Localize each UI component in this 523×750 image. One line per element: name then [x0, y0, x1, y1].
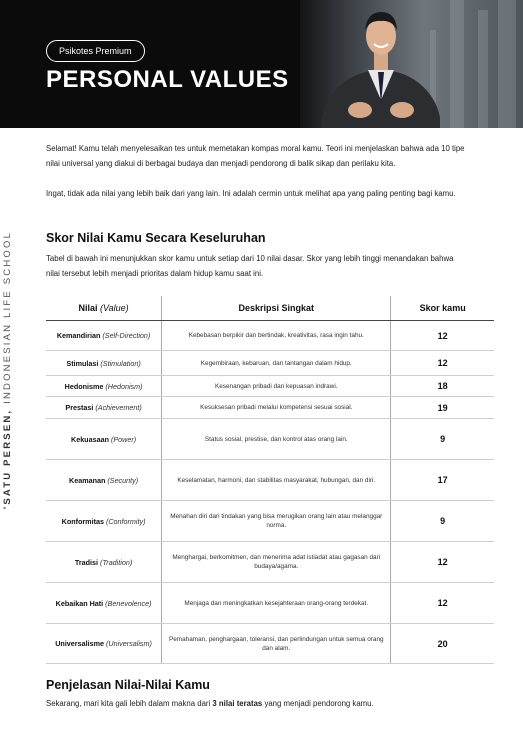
value-score-cell: 12 [391, 583, 494, 624]
explanation-intro: Sekarang, mari kita gali lebih dalam makna dari 3 nilai teratas yang menjadi pendorong kamu. [46, 699, 374, 708]
value-description-cell: Kesenangan pribadi dan kepuasan indrawi. [162, 376, 391, 397]
value-name-cell: Konformitas (Conformity) [46, 501, 162, 542]
table-row [46, 419, 494, 460]
column-header-score: Skor kamu [391, 296, 494, 321]
section-heading-explanation: Penjelasan Nilai-Nilai Kamu [46, 678, 210, 692]
value-score-cell: 12 [391, 321, 494, 351]
header-banner [0, 0, 523, 128]
hero-photo [300, 0, 523, 128]
brand-tagline: INDONESIAN LIFE SCHOOL [2, 230, 13, 404]
brand-name: 'SATU PERSEN, [2, 408, 13, 510]
value-name-cell: Kekuasaan (Power) [46, 419, 162, 460]
value-description-cell: Pemahaman, penghargaan, toleransi, dan perlindungan untuk semua orang dan alam. [162, 624, 391, 664]
intro-paragraph-1: Selamat! Kamu telah menyelesaikan tes untuk memetakan kompas moral kamu. Teori ini menjelaskan bahwa ada 10 tipe nilai universal yang diakui di berbagai budaya dan menjadi pendorong di balik sikap dan perilaku kita. [46, 144, 465, 168]
value-name-cell: Universalisme (Universalism) [46, 624, 162, 664]
value-score-cell: 9 [391, 419, 494, 460]
table-row [46, 397, 494, 419]
section-heading-overall: Skor Nilai Kamu Secara Keseluruhan [46, 231, 266, 245]
value-score-cell: 20 [391, 624, 494, 664]
value-score-cell: 12 [391, 351, 494, 376]
intro-paragraph-2: Ingat, tidak ada nilai yang lebih baik dari yang lain. Ini adalah cermin untuk melihat apa yang paling penting bagi kamu. [46, 189, 456, 198]
value-name-cell: Kebaikan Hati (Benevolence) [46, 583, 162, 624]
table-row [46, 624, 494, 664]
table-row [46, 542, 494, 583]
value-name-cell: Tradisi (Tradition) [46, 542, 162, 583]
value-description-cell: Menjaga dan meningkatkan kesejahteraan orang-orang terdekat. [162, 583, 391, 624]
value-name-cell: Keamanan (Security) [46, 460, 162, 501]
value-score-cell: 12 [391, 542, 494, 583]
table-row [46, 460, 494, 501]
sidebar-branding [2, 200, 20, 540]
value-description-cell: Status sosial, prestise, dan kontrol atas orang lain. [162, 419, 391, 460]
page-title: PERSONAL VALUES [46, 66, 289, 93]
value-name-cell: Prestasi (Achievement) [46, 397, 162, 419]
table-row [46, 501, 494, 542]
value-score-cell: 9 [391, 501, 494, 542]
value-name-cell: Kemandirian (Self-Direction) [46, 321, 162, 351]
psikotes-premium-badge: Psikotes Premium [46, 40, 145, 62]
value-description-cell: Menghargai, berkomitmen, dan menerima adat istiadat atau gagasan dari budaya/agama. [162, 542, 391, 583]
value-score-cell: 17 [391, 460, 494, 501]
value-name-cell: Hedonisme (Hedonism) [46, 376, 162, 397]
table-row [46, 321, 494, 351]
value-description-cell: Kesuksesan pribadi melalui kompetensi sesuai sosial. [162, 397, 391, 419]
column-header-description: Deskripsi Singkat [162, 296, 391, 321]
table-row [46, 376, 494, 397]
values-score-table [46, 296, 494, 664]
table-header-row [46, 296, 494, 321]
value-description-cell: Kebebasan berpikir dan bertindak, kreativitas, rasa ingin tahu. [162, 321, 391, 351]
column-header-value: Nilai (Value) [46, 296, 162, 321]
table-row [46, 583, 494, 624]
value-score-cell: 19 [391, 397, 494, 419]
value-name-cell: Stimulasi (Stimulation) [46, 351, 162, 376]
value-score-cell: 18 [391, 376, 494, 397]
value-description-cell: Keselamatan, harmoni, dan stabilitas masyarakat, hubungan, dan diri. [162, 460, 391, 501]
table-row [46, 351, 494, 376]
businessman-portrait-image [322, 0, 440, 128]
overall-description: Tabel di bawah ini menunjukkan skor kamu untuk setiap dari 10 nilai dasar. Skor yang lebih tinggi menandakan bahwa nilai tersebut lebih menjadi prioritas dalam hidup kamu saat ini. [46, 254, 454, 278]
value-description-cell: Menahan diri dari tindakan yang bisa merugikan orang lain atau melanggar norma. [162, 501, 391, 542]
value-description-cell: Kegembiraan, kebaruan, dan tantangan dalam hidup. [162, 351, 391, 376]
